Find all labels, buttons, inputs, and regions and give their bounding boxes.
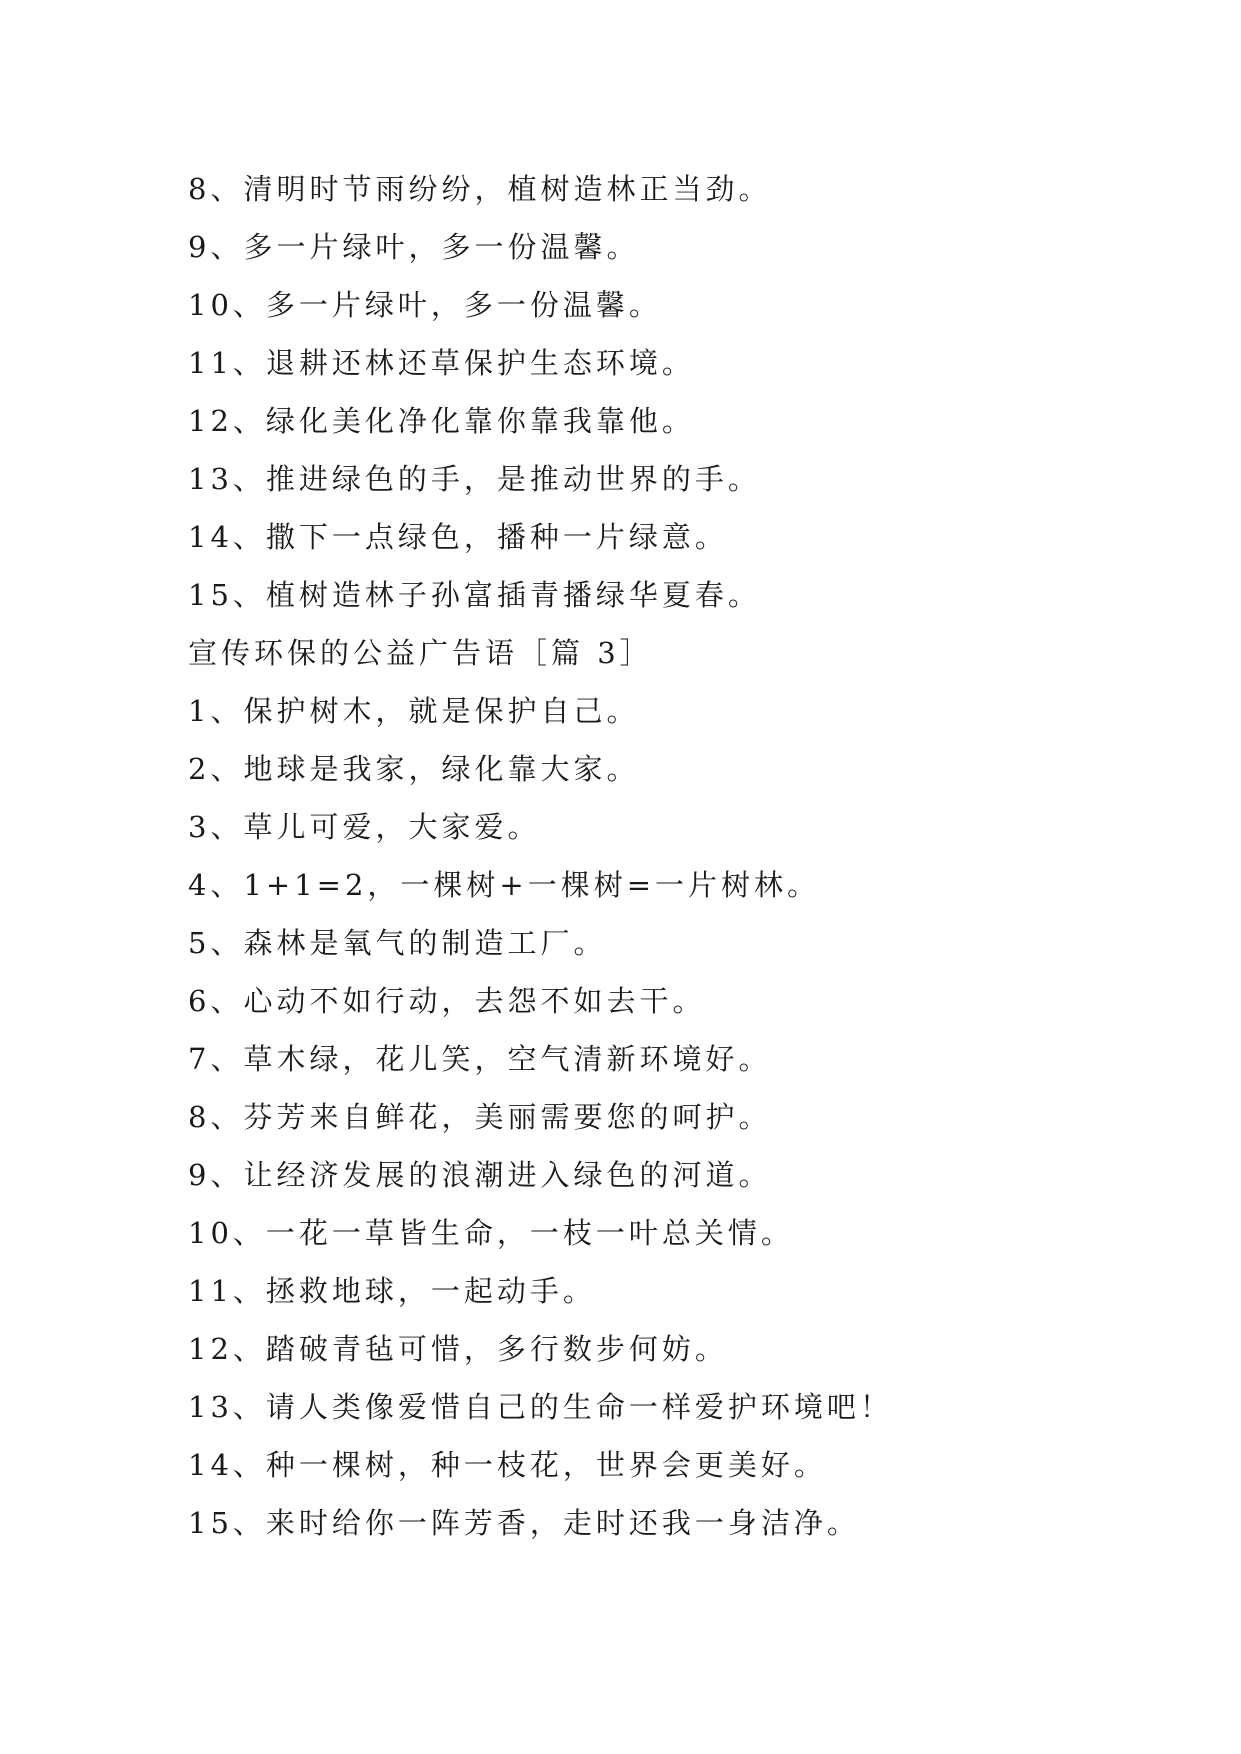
- list-item: 12、踏破青毡可惜，多行数步何妨。: [188, 1332, 728, 1366]
- list-item: 2、地球是我家，绿化靠大家。: [188, 752, 640, 786]
- list-item: 13、推进绿色的手，是推动世界的手。: [188, 462, 761, 496]
- list-item: 9、让经济发展的浪潮进入绿色的河道。: [188, 1158, 772, 1192]
- list-item: 13、请人类像爱惜自己的生命一样爱护环境吧！: [188, 1390, 893, 1424]
- list-item: 11、退耕还林还草保护生态环境。: [188, 346, 695, 380]
- list-item: 6、心动不如行动，去怨不如去干。: [188, 984, 706, 1018]
- list-item: 15、植树造林子孙富插青播绿华夏春。: [188, 578, 761, 612]
- list-item: 5、森林是氧气的制造工厂。: [188, 926, 607, 960]
- list-item: 10、多一片绿叶，多一份温馨。: [188, 288, 662, 322]
- section-heading: 宣传环保的公益广告语［篇 3］: [188, 636, 653, 670]
- list-item: 8、芬芳来自鲜花，美丽需要您的呵护。: [188, 1100, 772, 1134]
- document-body: [188, 160, 1088, 1552]
- list-item: 3、草儿可爱，大家爱。: [188, 810, 541, 844]
- list-item: 11、拯救地球，一起动手。: [188, 1274, 596, 1308]
- list-item: 14、种一棵树，种一枝花，世界会更美好。: [188, 1448, 827, 1482]
- list-item: 9、多一片绿叶，多一份温馨。: [188, 230, 640, 264]
- list-item: 4、1+1=2，一棵树+一棵树=一片树林。: [188, 868, 820, 902]
- list-item: 1、保护树木，就是保护自己。: [188, 694, 640, 728]
- list-item: 15、来时给你一阵芳香，走时还我一身洁净。: [188, 1506, 860, 1540]
- list-item: 7、草木绿，花儿笑，空气清新环境好。: [188, 1042, 772, 1076]
- list-item: 12、绿化美化净化靠你靠我靠他。: [188, 404, 695, 438]
- list-item: 8、清明时节雨纷纷，植树造林正当劲。: [188, 172, 772, 206]
- list-item: 10、一花一草皆生命，一枝一叶总关情。: [188, 1216, 794, 1250]
- list-item: 14、撒下一点绿色，播种一片绿意。: [188, 520, 728, 554]
